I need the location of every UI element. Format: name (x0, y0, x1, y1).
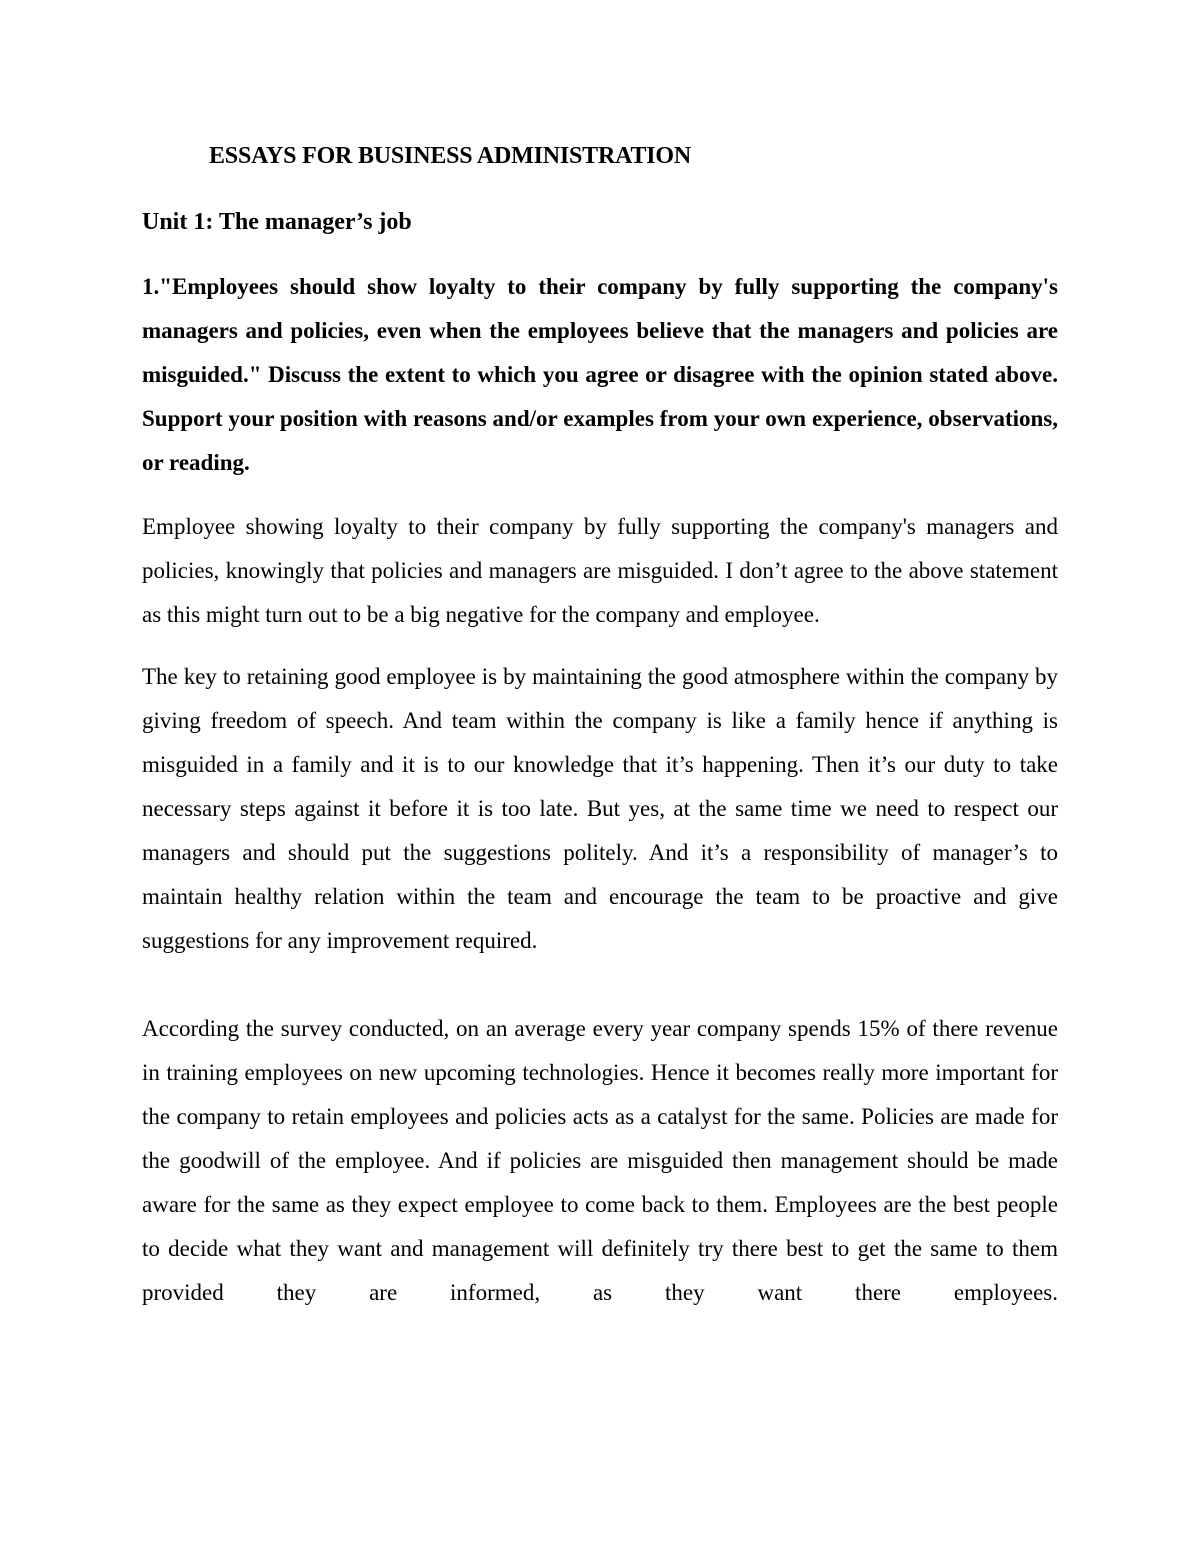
document-body (142, 138, 1058, 1315)
paragraph-2: The key to retaining good employee is by maintaining the good atmosphere within the company by giving freedom of speech. And team within the company is like a family hence if anything is misguided in a family and it is to our knowledge that it’s happening. Then it’s our duty to take necessary steps against it before it is too late. But yes, at the same time we need to respect our managers and should put the suggestions politely. And it’s a responsibility of manager’s to maintain healthy relation within the team and encourage the team to be proactive and give suggestions for any improvement required. (142, 664, 1058, 953)
paragraph-1: Employee showing loyalty to their company by fully supporting the company's managers and policies, knowingly that policies and managers are misguided. I don’t agree to the above statement as this might turn out to be a big negative for the company and employee. (142, 514, 1058, 627)
paragraph-3: According the survey conducted, on an average every year company spends 15% of there revenue in training employees on new upcoming technologies. Hence it becomes really more important for the company to retain employees and policies acts as a catalyst for the same. Policies are made for the goodwill of the employee. And if policies are misguided then management should be made aware for the same as they expect employee to come back to them. Employees are the best people to decide what they want and management will definitely try there best to get the same to them provided they are informed, as they want there employees. (142, 1016, 1058, 1305)
essay-question: 1."Employees should show loyalty to their company by fully supporting the company's managers and policies, even when the employees believe that the managers and policies are misguided." Discuss the extent to which you agree or disagree with the opinion stated above. Support your position with reasons and/or examples from your own experience, observations, or reading. (142, 274, 1058, 475)
document-title: ESSAYS FOR BUSINESS ADMINISTRATION (209, 143, 692, 169)
unit-heading: Unit 1: The manager’s job (142, 209, 412, 235)
